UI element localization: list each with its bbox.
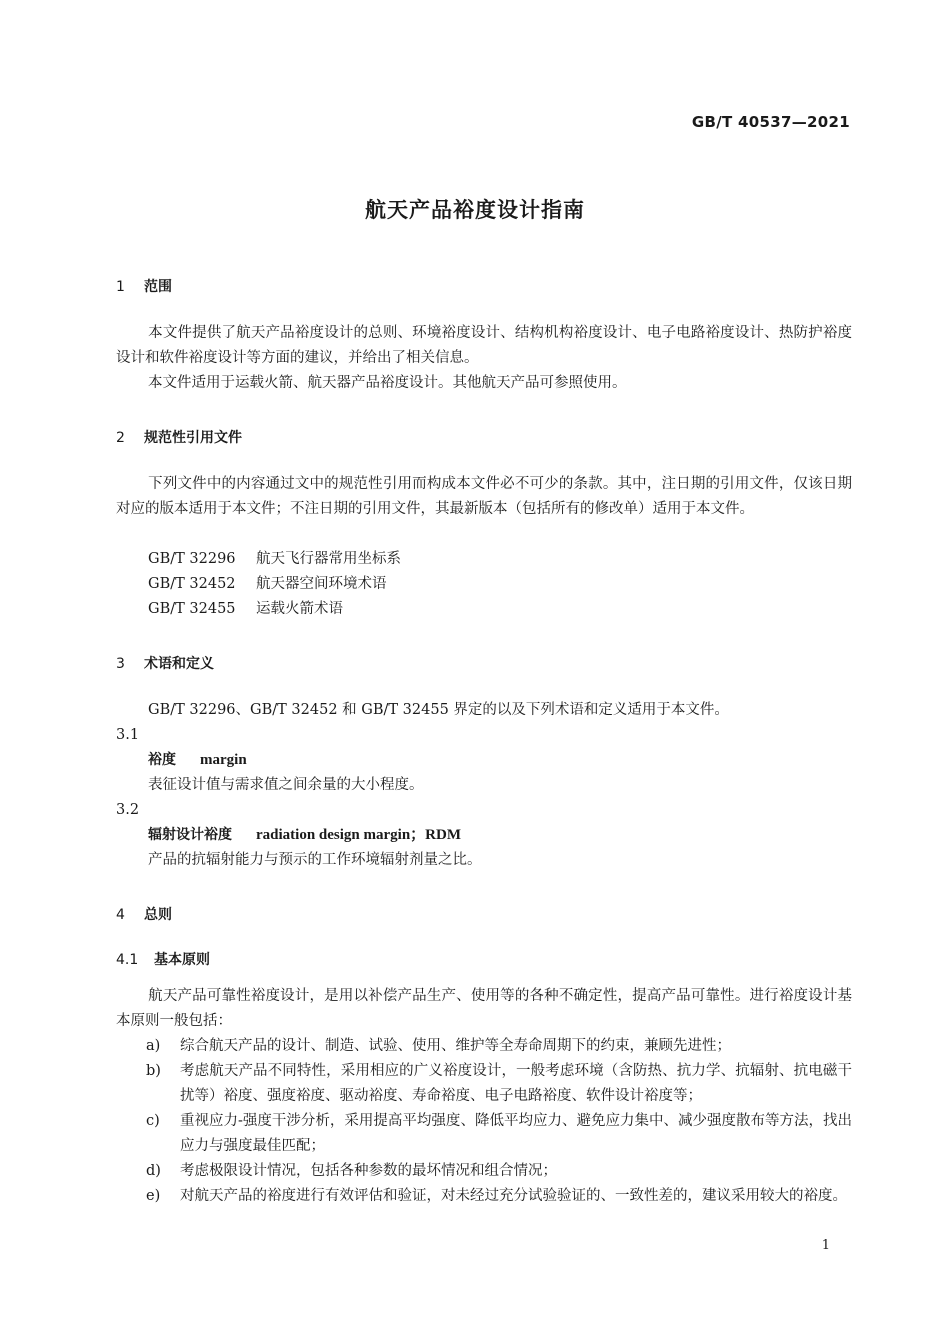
list-marker: a): [146, 1038, 161, 1054]
list-text: 综合航天产品的设计、制造、试验、使用、维护等全寿命周期下的约束，兼顾先进性；: [180, 1038, 731, 1054]
section-number: 2: [116, 430, 125, 446]
section-title: 规范性引用文件: [144, 430, 242, 446]
subsection-number: 4.1: [116, 952, 139, 968]
reference-code: GB/T 32296: [148, 551, 236, 567]
document-title: 航天产品裕度设计指南: [365, 198, 585, 222]
section-2-heading: [116, 427, 242, 447]
term-english: radiation design margin；RDM: [256, 827, 462, 843]
reference-title: 航天器空间环境术语: [256, 576, 387, 592]
list-marker: e): [146, 1188, 161, 1204]
subsection-4-1-heading: [116, 949, 210, 969]
term-number: 3.2: [116, 802, 140, 818]
list-text: 对航天产品的裕度进行有效评估和验证，对未经过充分试验验证的、一致性差的，建议采用较大的裕度。: [180, 1188, 847, 1204]
subsection-title: 基本原则: [154, 952, 210, 968]
list-item: [116, 1034, 852, 1059]
reference-code: GB/T 32452: [148, 576, 236, 592]
term-chinese: 裕度: [148, 752, 176, 768]
term-entry: [148, 748, 247, 773]
section-4-heading: [116, 904, 172, 924]
section-3-heading: [116, 653, 214, 673]
section-1-heading: [116, 276, 172, 296]
list-item: [116, 1184, 852, 1209]
term-definition: 产品的抗辐射能力与预示的工作环境辐射剂量之比。: [148, 852, 482, 868]
section-title: 范围: [144, 279, 172, 295]
list-item: [116, 1159, 852, 1184]
section-1-paragraph-1: 本文件提供了航天产品裕度设计的总则、环境裕度设计、结构机构裕度设计、电子电路裕度设计、热防护裕度设计和软件裕度设计等方面的建议，并给出了相关信息。: [116, 325, 852, 366]
reference-item: [148, 572, 387, 597]
page-number: 1: [821, 1238, 830, 1253]
reference-title: 航天飞行器常用坐标系: [256, 551, 401, 567]
list-text: 考虑极限设计情况，包括各种参数的最坏情况和组合情况；: [180, 1163, 557, 1179]
term-chinese: 辐射设计裕度: [148, 827, 232, 843]
list-marker: b): [146, 1063, 161, 1079]
reference-code: GB/T 32455: [148, 601, 236, 617]
section-number: 1: [116, 279, 125, 295]
list-item: [116, 1059, 852, 1109]
section-number: 4: [116, 907, 125, 923]
reference-item: [148, 547, 401, 572]
list-text: 重视应力-强度干涉分析，采用提高平均强度、降低平均应力、避免应力集中、减少强度散布等方法，找出应力与强度最佳匹配；: [180, 1113, 852, 1154]
subsection-4-1-paragraph: 航天产品可靠性裕度设计，是用以补偿产品生产、使用等的各种不确定性，提高产品可靠性。进行裕度设计基本原则一般包括：: [116, 988, 852, 1029]
reference-item: [148, 597, 343, 622]
section-title: 总则: [144, 907, 172, 923]
section-1-paragraph-2: 本文件适用于运载火箭、航天器产品裕度设计。其他航天产品可参照使用。: [148, 375, 627, 391]
section-number: 3: [116, 656, 125, 672]
list-marker: c): [146, 1113, 160, 1129]
reference-title: 运载火箭术语: [256, 601, 343, 617]
term-entry: [148, 823, 461, 848]
section-2-paragraph-1: 下列文件中的内容通过文中的规范性引用而构成本文件必不可少的条款。其中，注日期的引用文件，仅该日期对应的版本适用于本文件；不注日期的引用文件，其最新版本（包括所有的修改单）适用于本文件。: [116, 476, 852, 517]
list-text: 考虑航天产品不同特性，采用相应的广义裕度设计，一般考虑环境（含防热、抗力学、抗辐射、抗电磁干扰等）裕度、强度裕度、驱动裕度、寿命裕度、电子电路裕度、软件设计裕度等；: [180, 1063, 852, 1104]
term-number: 3.1: [116, 727, 140, 743]
list-marker: d): [146, 1163, 161, 1179]
term-english: margin: [200, 752, 247, 768]
standard-code: GB/T 40537—2021: [691, 113, 850, 131]
term-definition: 表征设计值与需求值之间余量的大小程度。: [148, 777, 424, 793]
section-title: 术语和定义: [144, 656, 214, 672]
section-3-paragraph-1: GB/T 32296、GB/T 32452 和 GB/T 32455 界定的以及下列术语和定义适用于本文件。: [148, 702, 729, 718]
list-item: [116, 1109, 852, 1159]
